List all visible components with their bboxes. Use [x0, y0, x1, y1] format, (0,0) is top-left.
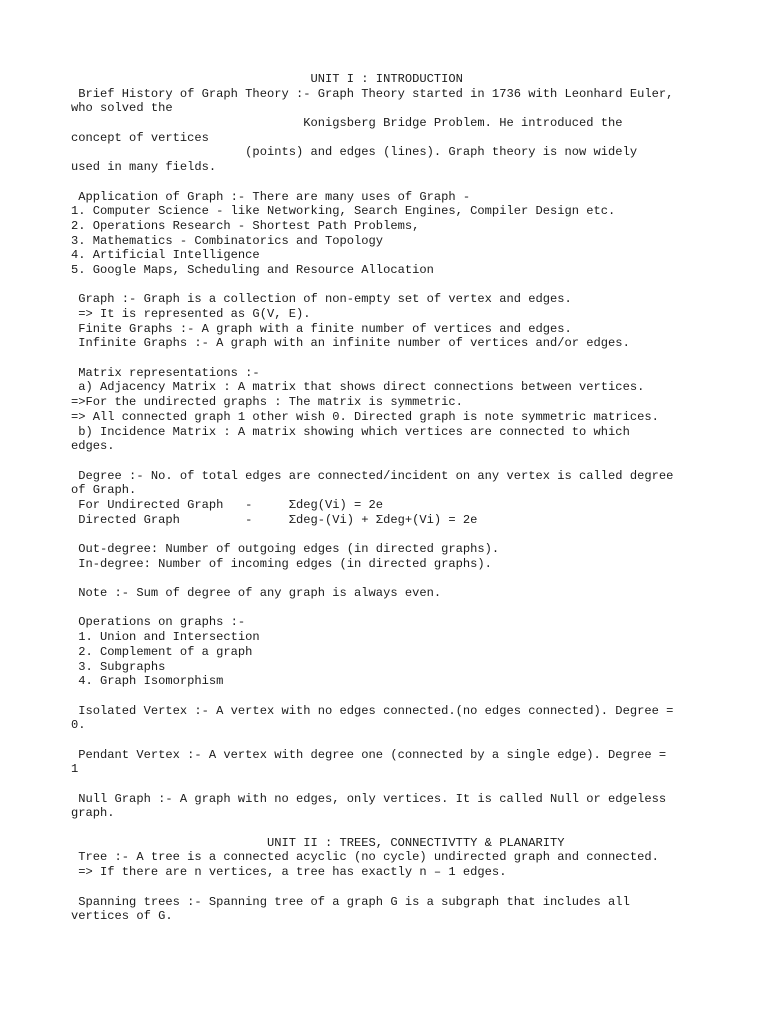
text-line: a) Adjacency Matrix : A matrix that shows direct connections between vertices.	[71, 380, 645, 395]
blank-line	[71, 527, 731, 542]
text-line: Null Graph :- A graph with no edges, only vertices. It is called Null or edgeless	[71, 791, 667, 806]
text-line: => If there are n vertices, a tree has exactly n – 1 edges.	[71, 865, 507, 880]
text-line: In-degree: Number of incoming edges (in directed graphs).	[71, 556, 492, 571]
blank-line	[71, 278, 731, 293]
text-line: used in many fields.	[71, 160, 217, 175]
blank-line	[71, 821, 731, 836]
blank-line	[71, 175, 731, 190]
blank-line	[71, 689, 731, 704]
text-line: 4. Artificial Intelligence	[71, 248, 260, 263]
text-line: Graph :- Graph is a collection of non-empty set of vertex and edges.	[71, 292, 572, 307]
blank-line	[71, 454, 731, 469]
text-line: vertices of G.	[71, 909, 173, 924]
text-line: graph.	[71, 806, 115, 821]
text-line: 4. Graph Isomorphism	[71, 674, 224, 689]
text-line: Application of Graph :- There are many uses of Graph -	[71, 189, 471, 204]
text-line: Spanning trees :- Spanning tree of a graph G is a subgraph that includes all	[71, 894, 630, 909]
text-line: 1	[71, 762, 79, 777]
text-line: Matrix representations :-	[71, 365, 260, 380]
text-line: UNIT II : TREES, CONNECTIVTTY & PLANARITY	[71, 835, 565, 850]
text-line: => It is represented as G(V, E).	[71, 307, 311, 321]
text-line: 3. Mathematics - Combinatorics and Topology	[71, 233, 384, 248]
text-line: 2. Complement of a graph	[71, 644, 253, 659]
text-line: 0.	[71, 718, 86, 733]
text-line: 1. Union and Intersection	[71, 630, 260, 645]
text-line: =>For the undirected graphs : The matrix is symmetric.	[71, 395, 463, 410]
text-line: b) Incidence Matrix : A matrix showing which vertices are connected to which	[71, 424, 630, 439]
text-line: 3. Subgraphs	[71, 659, 166, 674]
text-line: Brief History of Graph Theory :- Graph Theory started in 1736 with Leonhard Euler,	[71, 86, 674, 101]
text-line: of Graph.	[71, 483, 137, 498]
blank-line	[71, 733, 731, 748]
text-line: Infinite Graphs :- A graph with an infinite number of vertices and/or edges.	[71, 336, 630, 351]
text-line: edges.	[71, 439, 115, 454]
blank-line	[71, 777, 731, 792]
text-line: Isolated Vertex :- A vertex with no edges connected.(no edges connected). Degree =	[71, 703, 674, 718]
blank-line	[71, 601, 731, 616]
text-line: who solved the	[71, 101, 173, 116]
text-line: 2. Operations Research - Shortest Path Problems,	[71, 218, 420, 233]
text-line: concept of vertices	[71, 130, 209, 145]
text-line: (points) and edges (lines). Graph theory is now widely	[71, 145, 638, 160]
text-line: Directed Graph - Σdeg-(Vi) + Σdeg+(Vi) = 2e	[71, 512, 478, 527]
blank-line	[71, 571, 731, 586]
text-line: Operations on graphs :-	[71, 615, 246, 630]
text-line: Konigsberg Bridge Problem. He introduced the	[71, 116, 623, 131]
text-line: 5. Google Maps, Scheduling and Resource Allocation	[71, 262, 434, 277]
document-page	[71, 72, 731, 924]
text-line: => All connected graph 1 other wish 0. Directed graph is note symmetric matrices.	[71, 409, 659, 424]
blank-line	[71, 880, 731, 895]
text-line: Pendant Vertex :- A vertex with degree one (connected by a single edge). Degree =	[71, 747, 667, 762]
text-line: Tree :- A tree is a connected acyclic (no cycle) undirected graph and connected.	[71, 850, 659, 865]
text-line: 1. Computer Science - like Networking, Search Engines, Compiler Design etc.	[71, 204, 616, 219]
text-line: For Undirected Graph - Σdeg(Vi) = 2e	[71, 497, 384, 512]
text-line: Degree :- No. of total edges are connected/incident on any vertex is called degree	[71, 468, 674, 483]
text-line: Note :- Sum of degree of any graph is always even.	[71, 586, 442, 601]
text-line: Finite Graphs :- A graph with a finite number of vertices and edges.	[71, 321, 572, 336]
blank-line	[71, 351, 731, 366]
text-line: Out-degree: Number of outgoing edges (in directed graphs).	[71, 542, 500, 556]
text-line: UNIT I : INTRODUCTION	[71, 72, 463, 86]
